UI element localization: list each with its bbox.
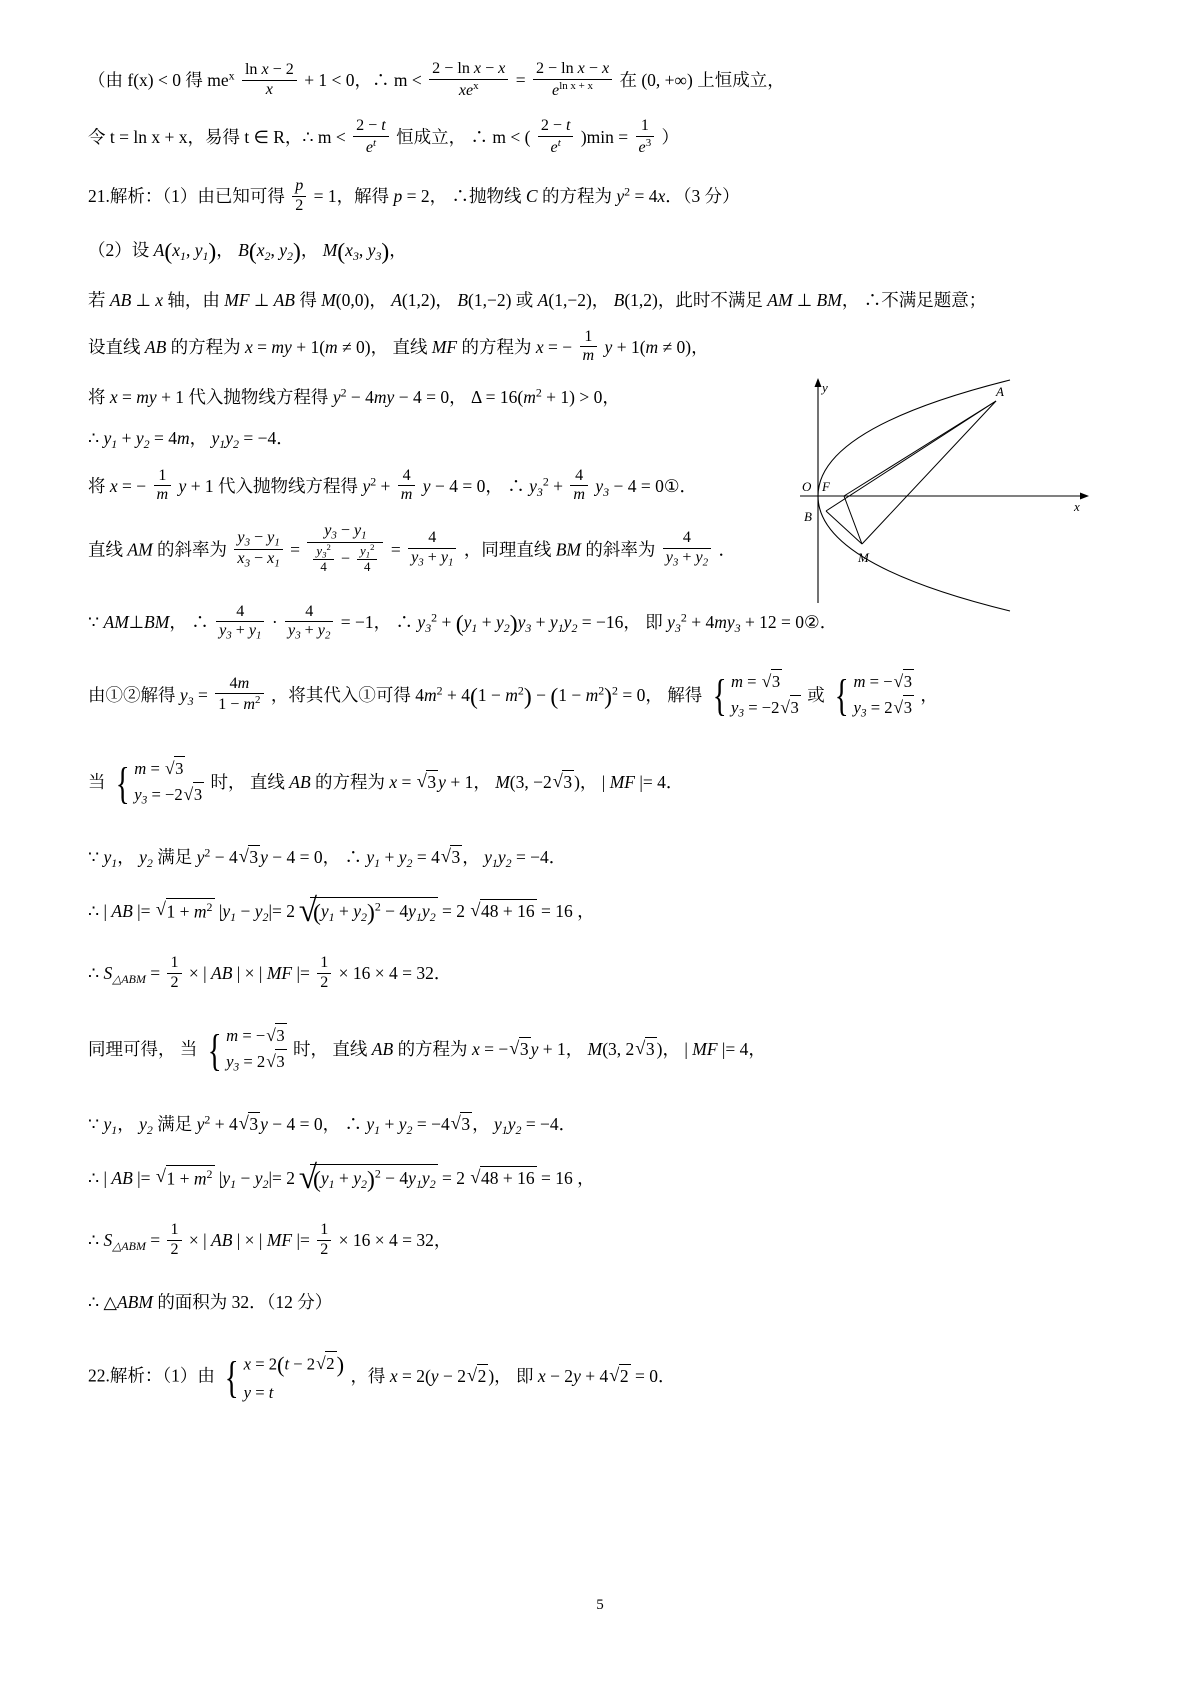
line-2-part-d: ） xyxy=(661,127,680,148)
fraction-1-over-e3: $\frac{1}{e^3}$ xyxy=(636,117,655,157)
q21-r1: ∴ | AB |= √ $1 + m^2$ $|y_1 - y_2|= 2$ √ $(y_1 + y_2)^2 - 4y_1y_2 = 2$ √ 48 + 16 = 16 ， xyxy=(88,1168,595,1188)
fraction-2-lnx-x-over-xex: $\frac{\text{2 − ln x − x}}{xe^x}$ xyxy=(429,60,508,100)
q21-t: ∴ △ABM 的面积为 32．（12 分） xyxy=(88,1291,333,1312)
system-solution-2: { m = − √ 3 $y_3 = 2$ √ 3 xyxy=(831,669,914,723)
q21-k3: 或 xyxy=(807,684,825,705)
system-solution-1: { m = √ 3 $y_3 = -2$ √ 3 xyxy=(709,669,801,723)
document-body xyxy=(88,62,1108,1424)
solution-21-case2-ab xyxy=(88,1164,1108,1197)
fraction-1-over-2-c: $\frac{1}{2}$ xyxy=(167,1221,181,1259)
solution-21-case-2 xyxy=(88,1024,1108,1078)
text-line-1: （由 f(x) < 0 得 $me^x$ $\frac{\text{ln x − 2}}{x}$ + 1 < 0，∴ m < $\frac{\text{2 − ln x − x}}{xe^x}$ = $\frac{\text{2 − ln x − x}}{e^{ln x + x}}$ 在 (0, +∞) 上恒成立， xyxy=(88,60,785,99)
label-y: y xyxy=(822,380,828,395)
page-number: 5 xyxy=(596,1597,604,1613)
fraction-4-over-y3-y1-b: $\frac{4}{y_3 + y_1}$ xyxy=(216,603,264,643)
fraction-p-over-2: $\frac{p}{2}$ xyxy=(292,177,306,215)
q21-j3: = −1， ∴ $y_3^2 + (y_1 + y_2)y_3 + y_1y_2 = -16$， 即 $y_3^2 + 4my_3 + 12$ = 0②． xyxy=(340,610,838,637)
q21-e1: 设直线 AB 的方程为 x = my + 1(m ≠ 0)， 直线 MF 的方程为 x = − xyxy=(88,336,573,357)
solution-21-case1-area xyxy=(88,956,1108,994)
parabola-figure xyxy=(800,378,1090,613)
q21-q: ∵ $y_1$， $y_2$ 满足 $y^2 + 4$ √ 3 y − 4 = 0， ∴ $y_1 + y_2 = -4$ √ 3 ， $y_1y_2 = -4$． xyxy=(88,1114,576,1134)
q21-s3: × 16 × 4 = 32， xyxy=(338,1229,452,1250)
line-1-part-b: + 1 < 0，∴ m < xyxy=(304,70,422,91)
fraction-lnx-2-over-x: $\frac{\text{ln x − 2}}{x}$ xyxy=(242,61,297,99)
q21-h2: y + 1 代入抛物线方程得 $y^2$ + xyxy=(178,474,391,496)
solution-21-case2-vieta xyxy=(88,1112,1108,1138)
q22-b: ，得 x = 2(y − 2 √ 2 )， 即 x − 2y + 4 √ 2 = 0． xyxy=(350,1366,675,1386)
fraction-slope-am-1: $\frac{y_3 - y_1}{x_3 - x_1}$ xyxy=(234,529,282,570)
line-2-part-c: )min = xyxy=(580,127,629,148)
label-F: F xyxy=(822,479,830,494)
q21-e2: y + 1(m ≠ 0)， xyxy=(604,336,709,357)
label-B: B xyxy=(804,509,812,524)
q21-l1: 当 xyxy=(88,772,106,793)
fraction-1-over-2-b: $\frac{1}{2}$ xyxy=(317,954,331,992)
q21-g: ∴ $y_1 + y_2 = 4m$， $y_1y_2 = -4$． xyxy=(88,427,294,451)
q21-a: 21.解析：（1）由已知可得 xyxy=(88,186,285,207)
solution-21-part1 xyxy=(88,179,1108,217)
solution-21-part2-setup xyxy=(88,237,1108,269)
q21-p1: 同理可得， 当 xyxy=(88,1038,198,1059)
solution-21-case-vertical xyxy=(88,289,1108,313)
q21-m: ∵ $y_1$， $y_2$ 满足 $y^2 - 4$ √ 3 y − 4 = 0， ∴ $y_1 + y_2 = 4$ √ 3 ， $y_1y_2 = -4$． xyxy=(88,847,566,867)
q21-h3: y − 4 = 0， ∴ $y_3^2$ + xyxy=(422,474,564,499)
q21-f: 将 x = my + 1 代入抛物线方程得 $y^2 - 4my - 4 = 0$， $\Delta = 16(m^2 + 1) > 0$， xyxy=(88,385,620,408)
q21-k1: 由①②解得 $y_3$ = xyxy=(88,684,208,708)
solution-21-line-equations xyxy=(88,327,1108,368)
segment-bm xyxy=(826,511,862,544)
solution-21-case1-ab xyxy=(88,897,1108,930)
q21-o1: ∴ $S_{\triangle ABM}$ = xyxy=(88,963,161,986)
fraction-2-t-over-et-2: $\frac{2 - t}{e^t}$ xyxy=(538,117,574,157)
solution-21-case2-area xyxy=(88,1223,1108,1261)
fraction-1-over-2-d: $\frac{1}{2}$ xyxy=(317,1221,331,1259)
q21-i2: ，同理直线 BM 的斜率为 xyxy=(463,538,656,559)
line-2-part-a: 令 t = ln x + x，易得 t ∈ R，∴ m < xyxy=(88,127,346,148)
q21-o2: × | AB | × | MF |= xyxy=(188,963,310,984)
x-axis-arrow xyxy=(1080,493,1089,500)
system-parametric: { x = 2(t − 2 √ 2) y = t xyxy=(221,1348,344,1407)
fraction-1-over-m-2: $\frac{1}{m}$ xyxy=(154,467,172,505)
system-case-1: { m = √ 3 $y_3 = -2$ √ 3 xyxy=(112,756,204,810)
fraction-4m-over-1-m2: $\frac{4m}{1 - m^2}$ xyxy=(215,675,263,715)
segment-fm xyxy=(844,496,862,544)
q21-i3: ． xyxy=(718,538,736,559)
system-case-2: { m = − √ 3 $y_3 = 2$ √ 3 xyxy=(204,1023,287,1077)
fraction-4-over-m-2: $\frac{4}{m}$ xyxy=(570,467,588,505)
fraction-4-over-y3-y1: $\frac{4}{y_3 + y_1}$ xyxy=(408,529,456,569)
solution-21-conclusion xyxy=(88,1291,1108,1315)
q21-i1: 直线 AM 的斜率为 xyxy=(88,538,228,559)
q21-n1: ∴ | AB |= √ $1 + m^2$ $|y_1 - y_2|= 2$ √ $(y_1 + y_2)^2 - 4y_1y_2 = 2$ √ 48 + 16 = 16 ， xyxy=(88,901,595,921)
fraction-4-over-m: $\frac{4}{m}$ xyxy=(398,467,416,505)
y-axis-arrow xyxy=(815,378,822,387)
q21-d: 若 AB ⊥ x 轴，由 MF ⊥ AB 得 M(0,0)， A(1,2)， B(1,−2) 或 A(1,−2)， B(1,2)，此时不满足 AM ⊥ BM， ∴不满足题意； xyxy=(88,289,987,310)
q22-a: 22.解析：（1）由 xyxy=(88,1365,215,1386)
parabola-diagram-svg xyxy=(800,378,1090,613)
label-O: O xyxy=(802,479,812,494)
q21-o3: × 16 × 4 = 32． xyxy=(338,963,452,984)
q21-h1: 将 x = − xyxy=(88,475,147,496)
fraction-1-over-m: $\frac{1}{m}$ xyxy=(580,328,598,366)
q21-c: （2）设 $A(x_1$, $y_1$)， $B(x_2$, $y_2$)， $M(x_3$, $y_3$)， xyxy=(88,239,407,266)
q21-s1: ∴ $S_{\triangle ABM}$ = xyxy=(88,1229,161,1253)
label-x: x xyxy=(1074,499,1080,514)
q21-p2: 时， 直线 AB 的方程为 x = − √ 3 y + 1， M(3, 2 √ 3 )， | MF |= 4， xyxy=(293,1039,766,1059)
solution-21-case-1 xyxy=(88,757,1108,811)
text-line-2 xyxy=(88,119,1108,159)
q21-l2: 时， 直线 AB 的方程为 x = √ 3 y + 1， M(3, −2 √ 3 )， | MF |= 4． xyxy=(211,772,684,792)
fraction-4-over-y3-y2-b: $\frac{4}{y_3 + y_2}$ xyxy=(285,603,333,643)
line-2-part-b: 恒成立， ∴ m < ( xyxy=(396,127,531,148)
fraction-2-t-over-et: $\frac{2 - t}{e^t}$ xyxy=(353,117,389,157)
line-1-part-a: （由 f(x) < 0 得 me xyxy=(88,70,229,91)
solution-21-case1-vieta xyxy=(88,845,1108,871)
q21-j1: ∵ AM⊥BM， ∴ xyxy=(88,611,209,632)
fraction-4-over-y3-y2: $\frac{4}{y_3 + y_2}$ xyxy=(663,529,711,569)
q21-j2: · xyxy=(271,611,278,632)
q21-b: = 1，解得 p = 2， ∴抛物线 C 的方程为 $y^2 = 4x$．（3 分） xyxy=(313,184,740,207)
q21-s2: × | AB | × | MF |= xyxy=(188,1229,310,1250)
solution-21-solve-system xyxy=(88,670,1108,724)
solution-21-slopes: 直线 AM 的斜率为 $\frac{y_3 - y_1}{x_3 - x_1}$ = $y_3 - y_1$ $\frac{y_3^2}{4}$ − $\frac{y_1^2}{4}$ = $\frac{4}{y_3 + y_1}$ ，同理直线 BM 的斜率为 $\frac{4}{y_3 + y_2}$ ． xyxy=(88,524,1108,579)
solution-22-part1 xyxy=(88,1348,1108,1407)
line-1-part-c: 在 (0, +∞) 上恒成立， xyxy=(619,70,785,91)
q21-k4: ， xyxy=(920,684,938,705)
label-M: M xyxy=(858,550,869,565)
fraction-1-over-2-a: $\frac{1}{2}$ xyxy=(167,954,181,992)
fraction-2-lnx-x-over-elnxx: $\frac{\text{2 − ln x − x}}{e^{ln x + x}}$ xyxy=(533,60,612,100)
q21-h4: $y_3 - 4$ = 0①． xyxy=(595,475,698,499)
fraction-slope-am-2: $y_3 - y_1$ $\frac{y_3^2}{4}$ − $\frac{y_1^2}{4}$ xyxy=(307,522,383,577)
q21-k2: ，将其代入①可得 $4m^2 + 4(1 - m^2) - (1 - m^2)^2 = 0$， 解得 xyxy=(270,682,703,710)
label-A: A xyxy=(996,384,1004,399)
